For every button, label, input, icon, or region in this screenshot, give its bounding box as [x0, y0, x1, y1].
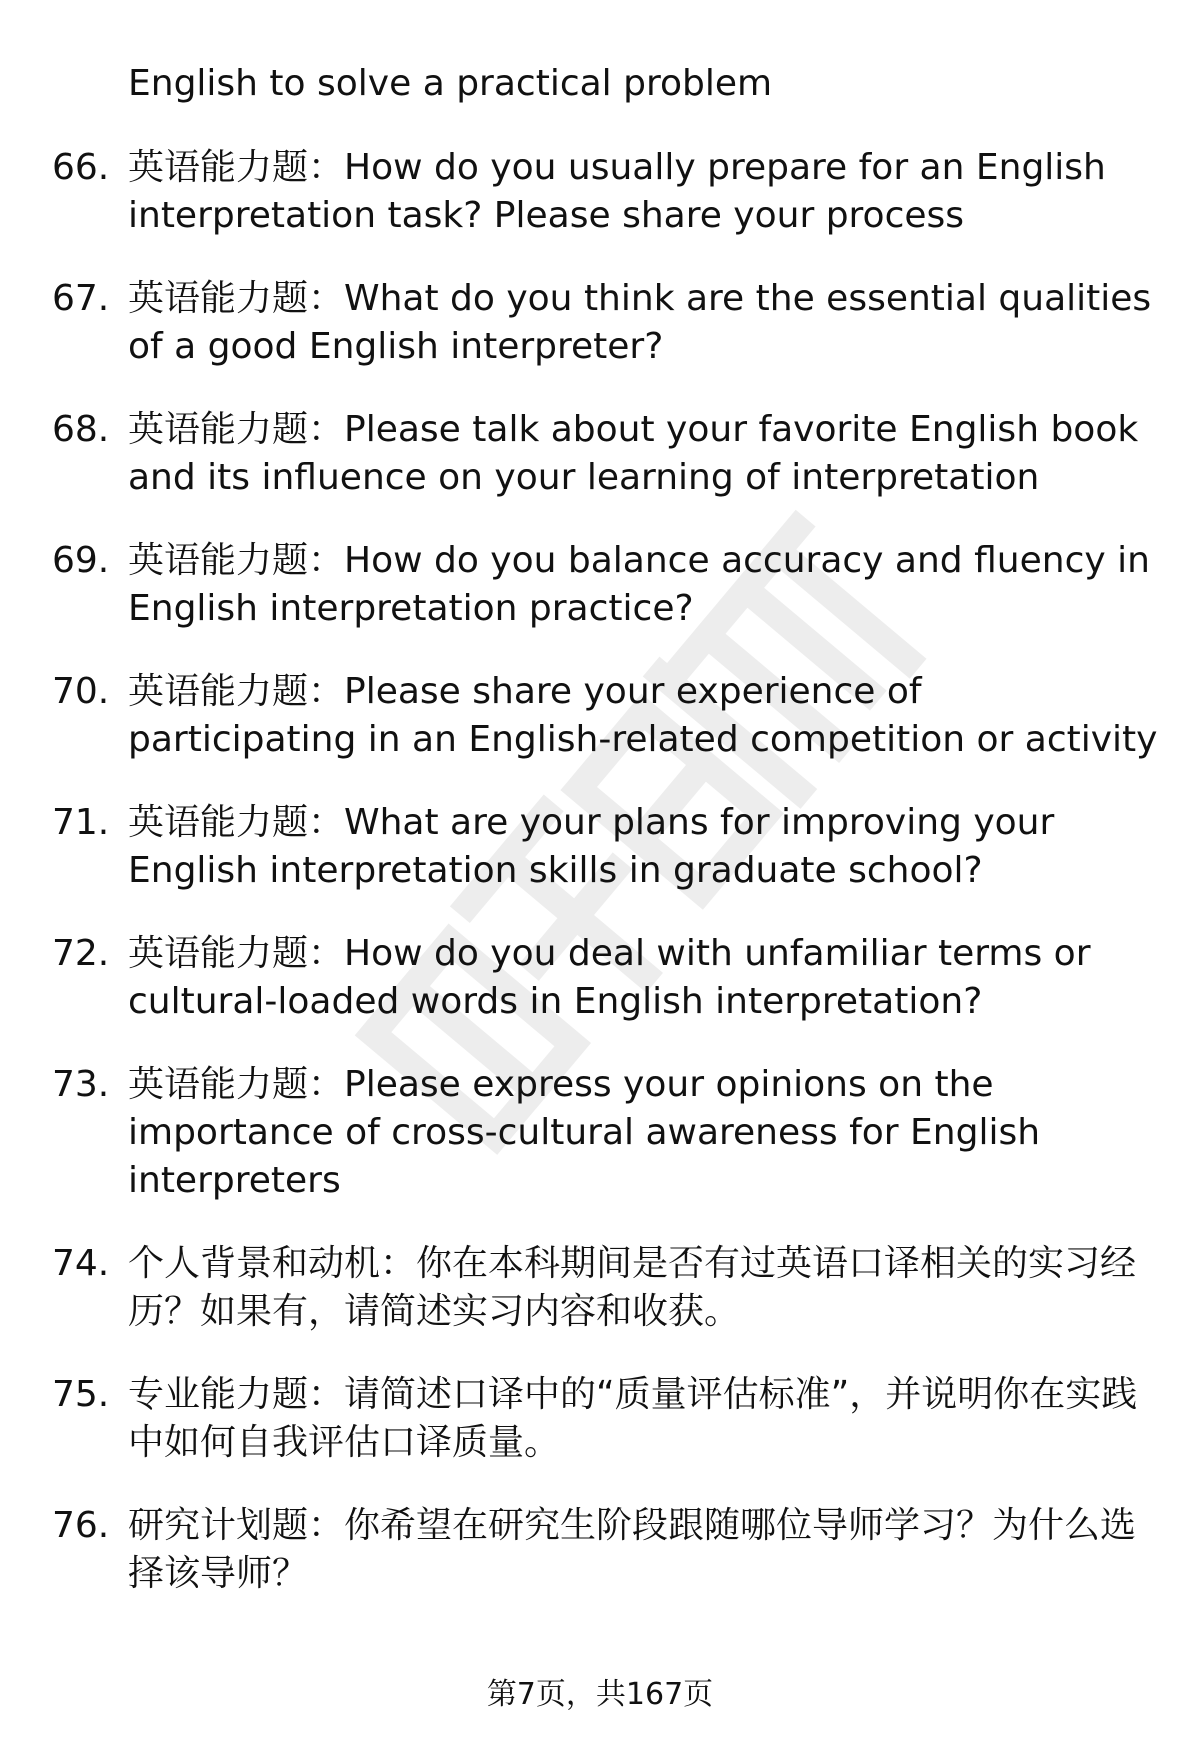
question-text: 英语能力题：How do you deal with unfamiliar terms or cultural-loaded words in English interpretation? [128, 933, 1091, 1022]
continuation-text: English to solve a practical problem [128, 63, 773, 104]
question-number: 71. [52, 802, 110, 843]
question-text: 英语能力题：Please share your experience of participating in an English-related competition or activity [128, 671, 1158, 760]
question-number: 76. [52, 1505, 110, 1546]
question-item [0, 799, 1158, 895]
question-text: 研究计划题：你希望在研究生阶段跟随哪位导师学习？为什么选择该导师？ [128, 1505, 1137, 1594]
question-text: 英语能力题：Please talk about your favorite English book and its influence on your learning of interpretation [128, 409, 1139, 498]
question-list [0, 144, 1200, 1633]
question-item [0, 930, 1158, 1026]
question-item [0, 1061, 1158, 1205]
question-text: 英语能力题：What do you think are the essential qualities of a good English interpreter? [128, 278, 1152, 367]
question-text: 个人背景和动机：你在本科期间是否有过英语口译相关的实习经历？如果有，请简述实习内容和收获。 [128, 1243, 1137, 1332]
question-text: 英语能力题：Please express your opinions on the importance of cross-cultural awareness for English interpreters [128, 1064, 1041, 1201]
question-number: 70. [52, 671, 110, 712]
question-text: 英语能力题：What are your plans for improving your English interpretation skills in graduate school? [128, 802, 1055, 891]
question-text: 英语能力题：How do you usually prepare for an English interpretation task? Please share your process [128, 147, 1106, 236]
question-text: 专业能力题：请简述口译中的“质量评估标准”，并说明你在实践中如何自我评估口译质量。 [128, 1374, 1138, 1463]
question-item [0, 1240, 1158, 1336]
question-number: 73. [52, 1064, 110, 1105]
question-item [0, 668, 1158, 764]
question-item [0, 1371, 1158, 1467]
question-item [0, 275, 1158, 371]
question-item [0, 1502, 1158, 1598]
question-number: 67. [52, 278, 110, 319]
question-number: 68. [52, 409, 110, 450]
question-number: 66. [52, 147, 110, 188]
page-footer: 第7页，共167页 [486, 1677, 714, 1712]
question-number: 69. [52, 540, 110, 581]
question-item [0, 406, 1158, 502]
question-text: 英语能力题：How do you balance accuracy and fluency in English interpretation practice? [128, 540, 1150, 629]
question-number: 75. [52, 1374, 110, 1415]
question-item [0, 144, 1158, 240]
question-number: 72. [52, 933, 110, 974]
question-item [0, 537, 1158, 633]
question-number: 74. [52, 1243, 110, 1284]
